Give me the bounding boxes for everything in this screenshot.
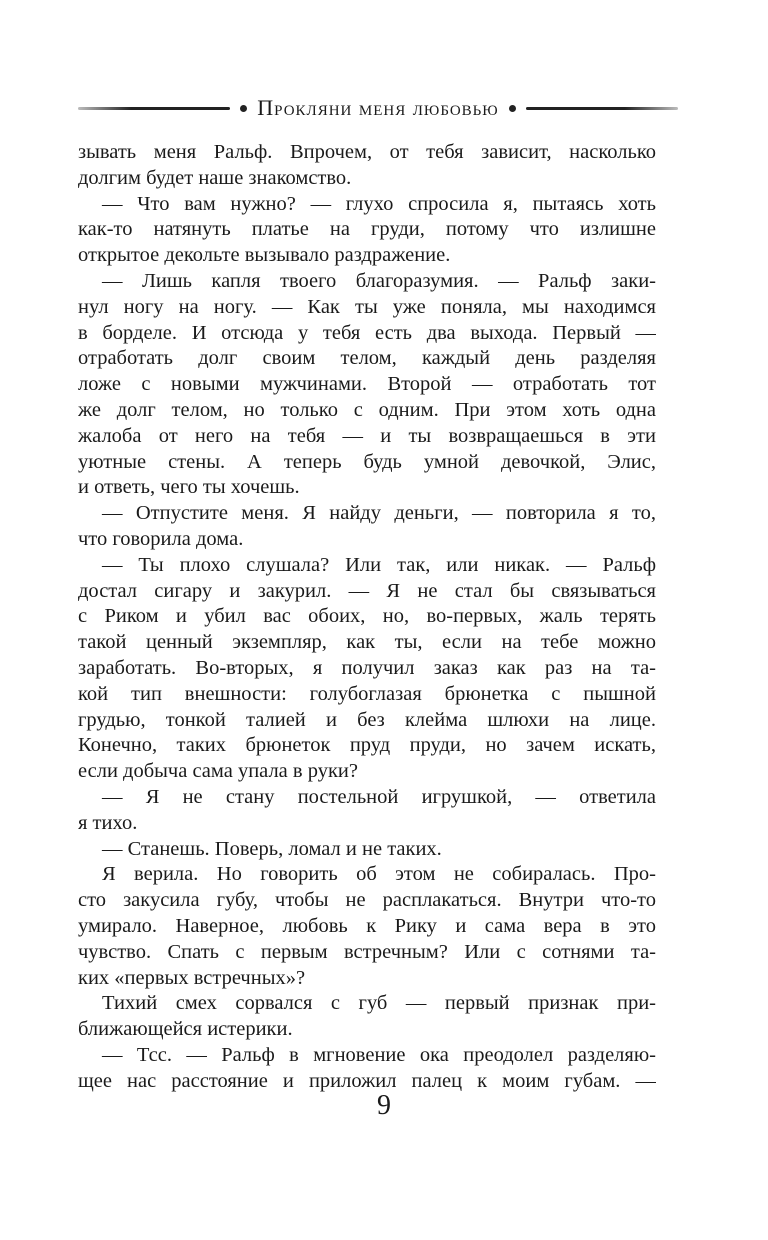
running-header: [78, 93, 678, 123]
text-line: зывать меня Ральф. Впрочем, от тебя зависит, насколько: [78, 141, 656, 163]
text-line: отработать долг своим телом, каждый день разделяя: [78, 347, 656, 370]
text-line: кой тип внешности: голубоглазая брюнетка с пышной: [78, 682, 656, 705]
text-line: щее нас расстояние и приложил палец к моим губам. —: [78, 1069, 656, 1092]
text-line: я тихо.: [78, 811, 138, 834]
text-line: — Тсс. — Ральф в мгновение ока преодолел разделяю-: [102, 1043, 656, 1066]
header-rule-left: [78, 107, 230, 110]
text-line: — Я не стану постельной игрушкой, — ответила: [102, 785, 656, 808]
text-line: уютные стены. А теперь будь умной девочкой, Элис,: [78, 450, 656, 473]
text-line: — Ты плохо слушала? Или так, или никак. — Ральф: [102, 553, 656, 576]
text-line: и ответь, чего ты хочешь.: [78, 476, 300, 499]
text-line: в борделе. И отсюда у тебя есть два выхода. Первый —: [78, 321, 656, 344]
text-line: — Что вам нужно? — глухо спросила я, пытаясь хоть: [102, 192, 656, 215]
text-line: как-то натянуть платье на груди, потому что излишне: [78, 218, 656, 241]
text-line: — Отпустите меня. Я найду деньги, — повторила я то,: [102, 502, 656, 525]
text-line: ложе с новыми мужчинами. Второй — отработать тот: [78, 373, 656, 396]
header-dot-left-icon: [240, 105, 247, 112]
header-title: Прокляни меня любовью: [257, 95, 499, 120]
text-line: ближающейся истерики.: [78, 1018, 293, 1041]
page-number: 9: [377, 1090, 391, 1121]
text-line: достал сигару и закурил. — Я не стал бы связываться: [78, 579, 656, 602]
text-line: сто закусила губу, чтобы не расплакаться. Внутри что-то: [78, 889, 656, 912]
header-rule-right: [526, 107, 678, 110]
text-line: заработать. Во-вторых, я получил заказ как раз на та-: [78, 656, 656, 679]
text-line: же долг телом, но только с одним. При этом хоть одна: [78, 398, 656, 421]
text-line: что говорила дома.: [78, 527, 244, 550]
text-line: жалоба от него на тебя — и ты возвращаешься в эти: [78, 424, 656, 447]
text-line: ких «первых встречных»?: [78, 966, 306, 989]
text-line: — Станешь. Поверь, ломал и не таких.: [102, 837, 442, 860]
text-line: Тихий смех сорвался с губ — первый признак при-: [102, 992, 656, 1015]
text-line: — Лишь капля твоего благоразумия. — Ральф заки-: [102, 269, 656, 292]
text-line: долгим будет наше знакомство.: [78, 166, 352, 189]
header-dot-right-icon: [509, 105, 516, 112]
body-text: [78, 140, 656, 1094]
text-line: если добыча сама упала в руки?: [78, 760, 358, 783]
text-line: умирало. Наверное, любовь к Рику и сама вера в это: [78, 914, 656, 937]
text-line: с Риком и убил вас обоих, но, во-первых, жаль терять: [78, 605, 656, 628]
text-line: Конечно, таких брюнеток пруд пруди, но зачем искать,: [78, 734, 656, 757]
text-line: такой ценный экземпляр, как ты, если на тебе можно: [78, 631, 656, 654]
text-line: нул ногу на ногу. — Как ты уже поняла, мы находимся: [78, 295, 656, 318]
text-line: грудью, тонкой талией и без клейма шлюхи на лице.: [78, 708, 656, 731]
text-line: Я верила. Но говорить об этом не собиралась. Про-: [102, 863, 656, 886]
text-line: чувство. Спать с первым встречным? Или с сотнями та-: [78, 940, 656, 963]
text-line: открытое декольте вызывало раздражение.: [78, 244, 451, 267]
